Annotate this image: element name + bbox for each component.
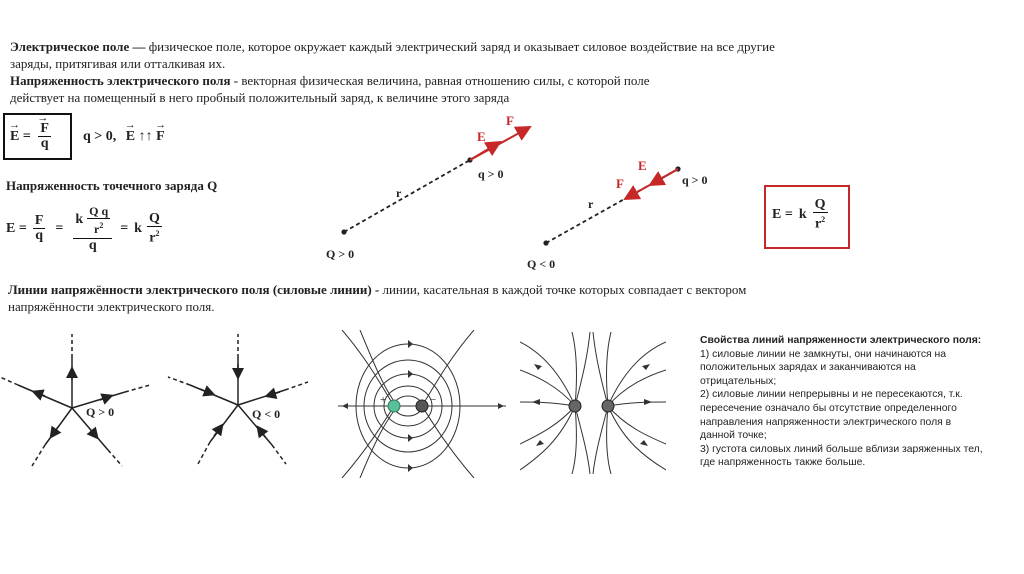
source-charge-positive <box>341 229 346 234</box>
label-f-positive: F <box>506 113 514 128</box>
condition-q-positive: q > 0, <box>83 129 117 144</box>
positive-radial-field <box>0 334 150 466</box>
boxed-r: r <box>814 216 822 232</box>
vector-f-arrow-negative <box>625 169 678 199</box>
negative-radial-label: Q < 0 <box>252 407 281 421</box>
fraction-f-q <box>33 214 46 243</box>
property-line: 1) силовые линии не замкнуты, они начинаются на <box>700 348 947 360</box>
property-line: пересечение означало бы отсутствие определенного <box>700 402 957 414</box>
num-qq: Q q <box>89 204 109 218</box>
plus-sign: + <box>380 394 387 406</box>
strength-definition-line-1 <box>10 72 649 89</box>
e-equals: E = <box>6 221 27 236</box>
r-exponent-2: 2 <box>155 228 160 238</box>
field-lines-definition-line-1 <box>8 281 746 298</box>
strength-definition: векторная физическая величина, равная отношению силы, с которой поле <box>241 73 650 88</box>
property-line: 3) густота силовых линий больше вблизи заряженных тел, <box>700 443 983 455</box>
source-label-positive: Q > 0 <box>326 247 355 261</box>
den-r2 <box>92 219 105 236</box>
denominator-q: q <box>40 136 49 151</box>
properties-title: Свойства линий напряженности электрического поля: <box>700 335 982 346</box>
compound-numerator <box>73 204 112 239</box>
numerator-f: → F <box>38 122 51 137</box>
property-line: где напряженность также больше. <box>700 457 866 469</box>
radial-field-diagrams <box>0 330 320 480</box>
distance-line-positive <box>344 160 470 232</box>
r-label-negative: r <box>588 197 594 211</box>
k-const: k <box>75 212 84 227</box>
like-charges-field-diagram <box>520 332 666 474</box>
label-f-negative: F <box>616 176 624 191</box>
equals-2: = <box>120 221 129 236</box>
compound-fraction <box>73 204 112 253</box>
boxed-den-r2 <box>813 213 827 232</box>
boxed-e-equals: E = <box>772 207 793 223</box>
point-charge-heading: Напряженность точечного заряда Q <box>6 178 218 193</box>
den-r2b <box>147 227 161 246</box>
test-label-positive: q > 0 <box>478 167 504 181</box>
source-label-negative: Q < 0 <box>527 257 556 271</box>
like-charge-left <box>569 400 581 412</box>
property-line: направления напряженности электрического поля в <box>700 416 952 428</box>
parallel-symbol: ↑↑ <box>138 129 153 144</box>
equals-1: = <box>55 221 64 236</box>
boxed-formula <box>772 198 828 232</box>
test-label-negative: q > 0 <box>682 173 708 187</box>
vector-e-small: → E <box>126 128 135 145</box>
r-exponent: 2 <box>99 221 104 230</box>
property-line: 2) силовые линии непрерывны и не пересекаются, т.к. <box>700 389 963 401</box>
k-const-2: k <box>134 221 142 236</box>
source-charge-negative <box>543 240 548 245</box>
dipole-field-diagram <box>338 330 506 478</box>
strength-term: Напряженность электрического поля - <box>10 73 239 88</box>
field-lines-term: Линии напряжённости электрического поля (силовые линии) - <box>8 282 380 297</box>
den-q: q <box>35 228 43 243</box>
r-letter: r <box>94 222 100 236</box>
boxed-fraction <box>813 198 828 232</box>
r-label-positive: r <box>396 186 402 200</box>
inner-fraction <box>87 204 110 236</box>
property-line: отрицательных; <box>700 375 777 387</box>
fraction-q-r2 <box>147 212 162 246</box>
vector-e: → E = <box>10 128 31 145</box>
negative-charge-ball <box>416 400 428 412</box>
positive-charge-ball <box>388 400 400 412</box>
field-definition: физическое поле, которое окружает каждый электрический заряд и оказывает силовое воздействие на все другие <box>148 39 775 54</box>
negative-radial-field <box>168 334 308 464</box>
label-e-negative: E <box>638 158 647 173</box>
like-charge-right <box>602 400 614 412</box>
vector-f-small: → F <box>156 128 165 145</box>
boxed-k: k <box>798 207 807 223</box>
field-definition-line-1 <box>10 38 775 55</box>
boxed-exponent: 2 <box>821 215 826 224</box>
point-charge-formula <box>6 204 162 253</box>
positive-source-diagram <box>326 113 530 261</box>
positive-radial-label: Q > 0 <box>86 405 115 419</box>
field-lines-definition: линии, касательная в каждой точке которых совпадает с вектором <box>382 282 747 297</box>
num-f: F <box>34 213 44 228</box>
field-definition-line-2: заряды, притягивая или отталкивая их. <box>10 56 226 71</box>
negative-source-diagram <box>527 158 708 271</box>
fraction-f-over-q <box>38 122 51 151</box>
minus-sign: − <box>430 394 437 406</box>
num-Q: Q <box>148 210 160 226</box>
vector-diagrams <box>320 105 740 275</box>
strength-definition-line-2: действует на помещенный в него пробный положительный заряд, к величине этого заряда <box>10 90 510 105</box>
definition-formula <box>10 122 51 151</box>
field-term: Электрическое поле — <box>10 39 146 54</box>
outer-den-q: q <box>88 238 97 253</box>
property-line: положительных зарядах и заканчиваются на <box>700 362 916 374</box>
property-line: данной точке; <box>700 430 767 442</box>
field-lines-properties <box>700 334 983 470</box>
field-lines-definition-line-2: напряжённости электрического поля. <box>8 299 215 314</box>
label-e-positive: E <box>477 129 486 144</box>
boxed-num-Q: Q <box>814 197 826 212</box>
condition-text <box>83 128 165 145</box>
r-letter-2: r <box>149 230 156 246</box>
